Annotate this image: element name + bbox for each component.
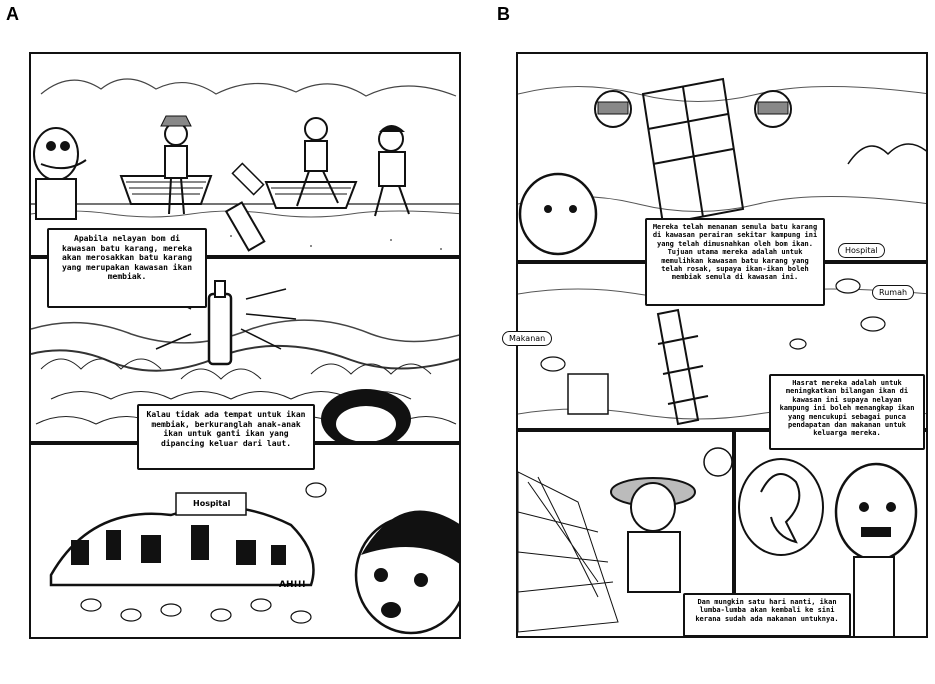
speech-bubble-a2: Kalau tidak ada tempat untuk ikan membiak, berkuranglah anak-anak ikan untuk ganti ikan yang dipancing keluar dari laut. — [137, 404, 315, 470]
beach-scene-illustration — [31, 54, 461, 257]
speech-bubble-b2: Hasrat mereka adalah untuk meningkatkan bilangan ikan di kawasan ini supaya nelayan kampung ini boleh menangkap ikan yang mencukupi sebagai punca pendapatan dan makanan untuk keluarga mereka. — [769, 374, 925, 450]
fish-hospital-illustration — [31, 445, 461, 639]
figure-label-b: B — [497, 4, 510, 24]
panel-a3-fish-hospital — [29, 443, 461, 639]
tag-rumah: Rumah — [872, 285, 914, 300]
tag-makanan: Makanan — [502, 331, 552, 346]
hospital-sign: Hospital — [193, 499, 231, 508]
figure-label-a: A — [6, 4, 19, 24]
speech-bubble-b1: Mereka telah menanam semula batu karang di kawasan perairan sekitar kampung ini yang telah dimusnahkan oleh bom ikan. Tujuan utama mereka adalah untuk memulihkan kawasan batu karang yang telah rosak, supaya ikan-ikan boleh membiak semula di kawasan ini. — [645, 218, 825, 306]
tag-hospital-label: Hospital — [838, 243, 885, 258]
speech-bubble-b3: Dan mungkin satu hari nanti, ikan lumba-lumba akan kembali ke sini kerana sudah ada makanan untuknya. — [683, 593, 851, 637]
panel-a1-beach — [29, 52, 461, 257]
speech-bubble-a1: Apabila nelayan bom di kawasan batu karang, mereka akan merosakkan batu karang yang merupakan kawasan ikan membiak. — [47, 228, 207, 308]
exclamation-text: AH!!! — [279, 580, 306, 590]
